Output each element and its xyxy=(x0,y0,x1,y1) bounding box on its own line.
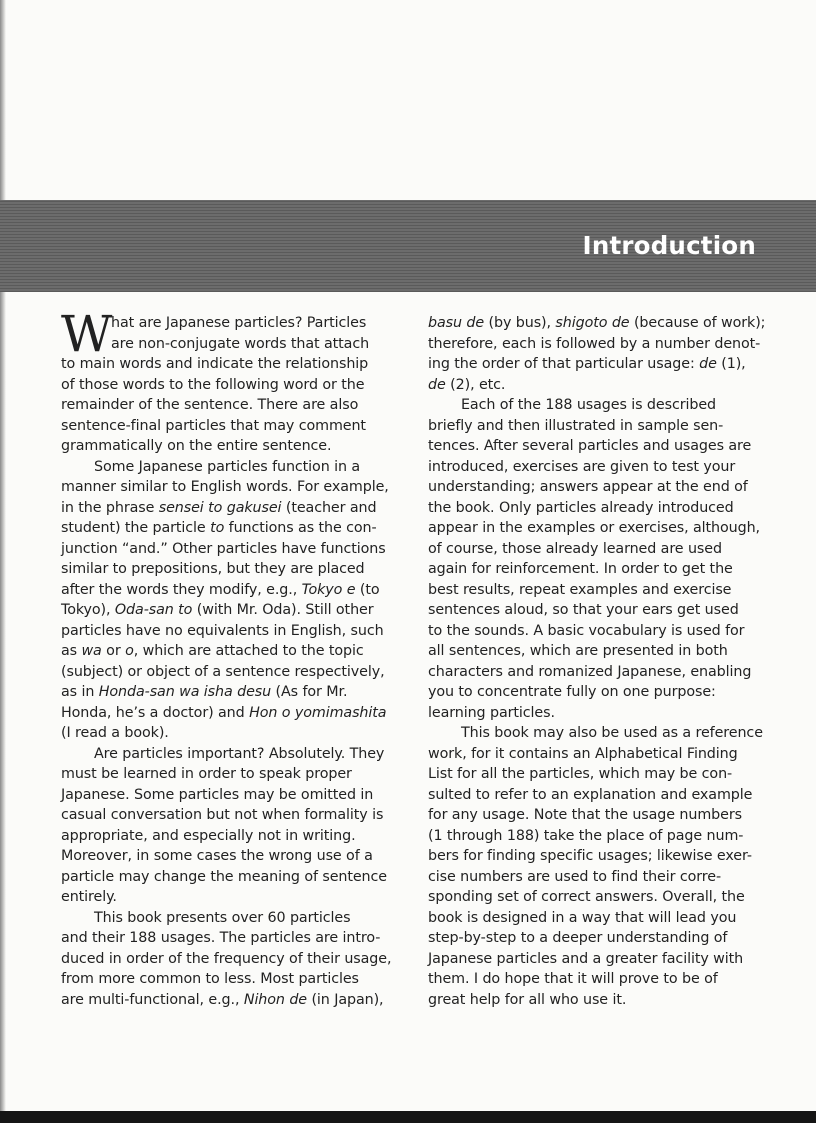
text-line: student) the particle to functions as the con- xyxy=(61,520,377,536)
text-line: This book may also be used as a reference xyxy=(461,725,763,741)
text-line: List for all the particles, which may be con- xyxy=(428,766,733,782)
text-line: for any usage. Note that the usage numbers xyxy=(428,807,742,823)
text-line: remainder of the sentence. There are also xyxy=(61,397,359,413)
text-line: particle may change the meaning of sentence xyxy=(61,868,387,885)
text-line: appropriate, and especially not in writing. xyxy=(61,827,356,844)
italic-term: sensei to gakusei xyxy=(158,499,282,516)
text-line: cise numbers are used to find their corre- xyxy=(428,868,721,885)
text-line: Honda, he’s a doctor) and Hon o yomimashita xyxy=(61,704,387,721)
italic-term: Tokyo e xyxy=(301,581,356,598)
italic-term: Hon o yomimashita xyxy=(249,704,387,721)
italic-term: o xyxy=(125,643,134,659)
text-line: must be learned in order to speak proper xyxy=(61,766,352,782)
text-line: again for reinforcement. In order to get the xyxy=(428,561,733,577)
text-line: all sentences, which are presented in both xyxy=(428,643,728,659)
text-line: grammatically on the entire sentence. xyxy=(61,438,332,454)
text-line: characters and romanized Japanese, enabling xyxy=(428,663,752,680)
text-line: and their 188 usages. The particles are intro- xyxy=(61,930,381,946)
text-line: introduced, exercises are given to test your xyxy=(428,458,736,475)
text-line: Some Japanese particles function in a xyxy=(94,458,361,475)
italic-term: Oda-san to xyxy=(114,602,193,618)
text-line: the book. Only particles already introduced xyxy=(428,499,734,516)
text-line: them. I do hope that it will prove to be of xyxy=(428,971,718,987)
text-line: This book presents over 60 particles xyxy=(94,909,351,926)
italic-term: Honda-san wa isha desu xyxy=(98,684,272,700)
text-line: hat are Japanese particles? Particles xyxy=(111,315,367,331)
text-line: from more common to less. Most particles xyxy=(61,971,359,987)
text-line: sentences aloud, so that your ears get used xyxy=(428,602,739,618)
italic-term: shigoto de xyxy=(555,315,630,331)
text-line: casual conversation but not when formality is xyxy=(61,807,384,823)
text-line: book is designed in a way that will lead you xyxy=(428,909,737,926)
text-line: after the words they modify, e.g., Tokyo e (to xyxy=(61,581,380,598)
text-line: entirely. xyxy=(61,889,117,905)
title-banner xyxy=(0,200,816,292)
text-line: bers for finding specific usages; likewise exer- xyxy=(428,848,752,864)
drop-cap: W xyxy=(61,305,113,363)
text-line: basu de (by bus), shigoto de (because of work); xyxy=(428,315,766,331)
text-line: of those words to the following word or the xyxy=(61,376,365,393)
text-line: to main words and indicate the relationship xyxy=(61,356,369,372)
text-line: Moreover, in some cases the wrong use of a xyxy=(61,848,373,864)
left-text-column xyxy=(61,305,392,1010)
text-line: Are particles important? Absolutely. They xyxy=(94,745,385,762)
italic-term: de xyxy=(699,356,717,372)
text-line: are multi-functional, e.g., Nihon de (in Japan), xyxy=(61,991,384,1008)
italic-term: wa xyxy=(81,643,102,659)
text-line: sulted to refer to an explanation and example xyxy=(428,786,753,803)
text-line: understanding; answers appear at the end of xyxy=(428,479,748,495)
text-line: de (2), etc. xyxy=(428,376,506,393)
page-left-edge-shadow xyxy=(0,0,6,1123)
text-line: tences. After several particles and usages are xyxy=(428,438,752,454)
italic-term: de xyxy=(428,376,446,393)
text-line: best results, repeat examples and exercise xyxy=(428,581,732,598)
text-line: manner similar to English words. For example, xyxy=(61,479,389,495)
text-line: (subject) or object of a sentence respectively, xyxy=(61,663,385,680)
text-line: great help for all who use it. xyxy=(428,991,627,1008)
text-line: of course, those already learned are used xyxy=(428,540,722,557)
italic-term: Nihon de xyxy=(243,991,307,1008)
text-line: briefly and then illustrated in sample sen- xyxy=(428,417,724,434)
text-line: you to concentrate fully on one purpose: xyxy=(428,684,716,700)
text-line: in the phrase sensei to gakusei (teacher and xyxy=(61,499,377,516)
text-line: (I read a book). xyxy=(61,725,169,741)
text-line: junction “and.” Other particles have functions xyxy=(61,540,386,557)
text-line: ing the order of that particular usage: de (1), xyxy=(428,356,746,372)
text-line: are non-conjugate words that attach xyxy=(111,335,370,352)
text-line: to the sounds. A basic vocabulary is used for xyxy=(428,622,745,639)
text-line: Tokyo), Oda-san to (with Mr. Oda). Still other xyxy=(61,602,374,618)
text-line: Japanese particles and a greater facility with xyxy=(428,950,744,967)
text-line: similar to prepositions, but they are placed xyxy=(61,561,365,577)
text-line: as wa or o, which are attached to the topic xyxy=(61,643,364,659)
text-line: step-by-step to a deeper understanding of xyxy=(428,930,728,946)
text-line: learning particles. xyxy=(428,704,555,721)
text-line: Japanese. Some particles may be omitted in xyxy=(61,786,374,803)
text-line: sponding set of correct answers. Overall, the xyxy=(428,889,745,905)
right-text-column xyxy=(428,313,764,1010)
text-line: therefore, each is followed by a number denot- xyxy=(428,335,761,352)
page-bottom-edge xyxy=(0,1111,816,1123)
italic-term: basu de xyxy=(428,315,485,331)
text-line: duced in order of the frequency of their usage, xyxy=(61,950,392,967)
text-line: particles have no equivalents in English, such xyxy=(61,622,384,639)
page-title: Introduction xyxy=(582,231,756,260)
text-line: sentence-final particles that may comment xyxy=(61,417,366,434)
italic-term: to xyxy=(210,520,225,536)
text-line: (1 through 188) take the place of page num- xyxy=(428,827,744,844)
text-line: Each of the 188 usages is described xyxy=(461,397,717,413)
text-line: appear in the examples or exercises, although, xyxy=(428,520,761,536)
text-line: as in Honda-san wa isha desu (As for Mr. xyxy=(61,684,348,700)
text-line: work, for it contains an Alphabetical Finding xyxy=(428,745,738,762)
